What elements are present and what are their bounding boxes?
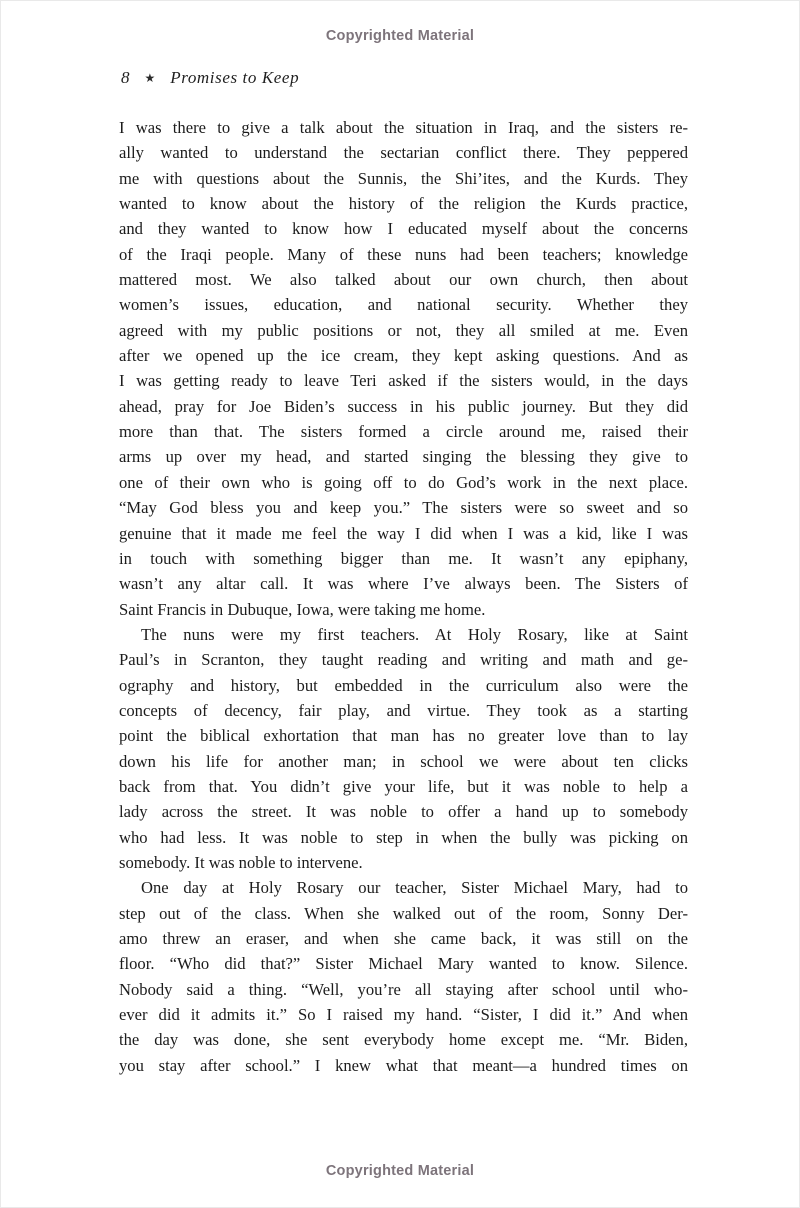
running-head [121,68,299,88]
text-line: genuine that it made me feel the way I did when I was a kid, like I was [119,523,688,543]
text-line: somebody. It was noble to intervene. [119,852,363,872]
text-line: one of their own who is going off to do God’s work in the next place. [119,472,688,492]
text-line: The nuns were my first teachers. At Holy Rosary, like at Saint [141,624,688,644]
text-line: concepts of decency, fair play, and virtue. They took as a starting [119,700,688,720]
text-line: One day at Holy Rosary our teacher, Sister Michael Mary, had to [141,878,688,898]
text-line: women’s issues, education, and national security. Whether they [119,295,688,315]
text-line: more than that. The sisters formed a circle around me, raised their [119,422,688,442]
text-line: who had less. It was noble to step in when the bully was picking on [119,827,688,847]
page-number: 8 [121,68,130,87]
copyright-notice-bottom: Copyrighted Material [325,1163,475,1179]
text-line: ally wanted to understand the sectarian conflict there. They peppered [119,143,688,163]
text-line: Paul’s in Scranton, they taught reading and writing and math and ge- [119,650,688,670]
text-line: I was getting ready to leave Teri asked if the sisters would, in the days [119,371,688,391]
text-line: floor. “Who did that?” Sister Michael Mary wanted to know. Silence. [119,954,688,974]
text-line: I was there to give a talk about the situation in Iraq, and the sisters re- [119,118,688,137]
text-line: you stay after school.” I knew what that meant—a hundred times on [119,1055,688,1075]
paragraph [119,622,688,875]
text-line: agreed with my public positions or not, they all smiled at me. Even [119,320,688,340]
text-line: back from that. You didn’t give your life, but it was noble to help a [119,776,688,796]
text-line: “May God bless you and keep you.” The sisters were so sweet and so [119,498,688,518]
text-line: lady across the street. It was noble to offer a hand up to somebody [119,802,688,822]
text-line: mattered most. We also talked about our own church, then about [119,270,688,290]
text-line: and they wanted to know how I educated myself about the concerns [119,219,688,239]
text-line: in touch with something bigger than me. It wasn’t any epiphany, [119,548,688,568]
text-line: ahead, pray for Joe Biden’s success in his public journey. But they did [119,396,688,416]
text-line: me with questions about the Sunnis, the Shi’ites, and the Kurds. They [119,168,688,188]
star-icon: ★ [144,71,156,85]
text-line: ography and history, but embedded in the curriculum also were the [119,675,688,695]
text-line: the day was done, she sent everybody home except me. “Mr. Biden, [119,1030,688,1050]
text-line: wanted to know about the history of the religion the Kurds practice, [119,194,688,214]
paragraph [119,875,688,1078]
text-line: ever did it admits it.” So I raised my hand. “Sister, I did it.” And when [119,1005,688,1025]
text-line: Saint Francis in Dubuque, Iowa, were taking me home. [119,599,486,619]
text-line: arms up over my head, and started singing the blessing they give to [119,447,688,467]
running-head-title: Promises to Keep [170,68,300,87]
copyright-notice-top: Copyrighted Material [325,28,475,44]
text-line: amo threw an eraser, and when she came back, it was still on the [119,929,688,948]
text-line: step out of the class. When she walked out of the room, Sonny Der- [119,903,688,923]
body-text [119,115,688,1078]
text-line: of the Iraqi people. Many of these nuns had been teachers; knowledge [119,244,688,264]
text-line: down his life for another man; in school we were about ten clicks [119,751,688,771]
text-line: point the biblical exhortation that man has no greater love than to lay [119,726,688,746]
paragraph [119,115,688,622]
text-line: after we opened up the ice cream, they kept asking questions. And as [119,346,688,366]
text-line: wasn’t any altar call. It was where I’ve always been. The Sisters of [119,574,688,594]
text-line: Nobody said a thing. “Well, you’re all staying after school until who- [119,979,688,999]
